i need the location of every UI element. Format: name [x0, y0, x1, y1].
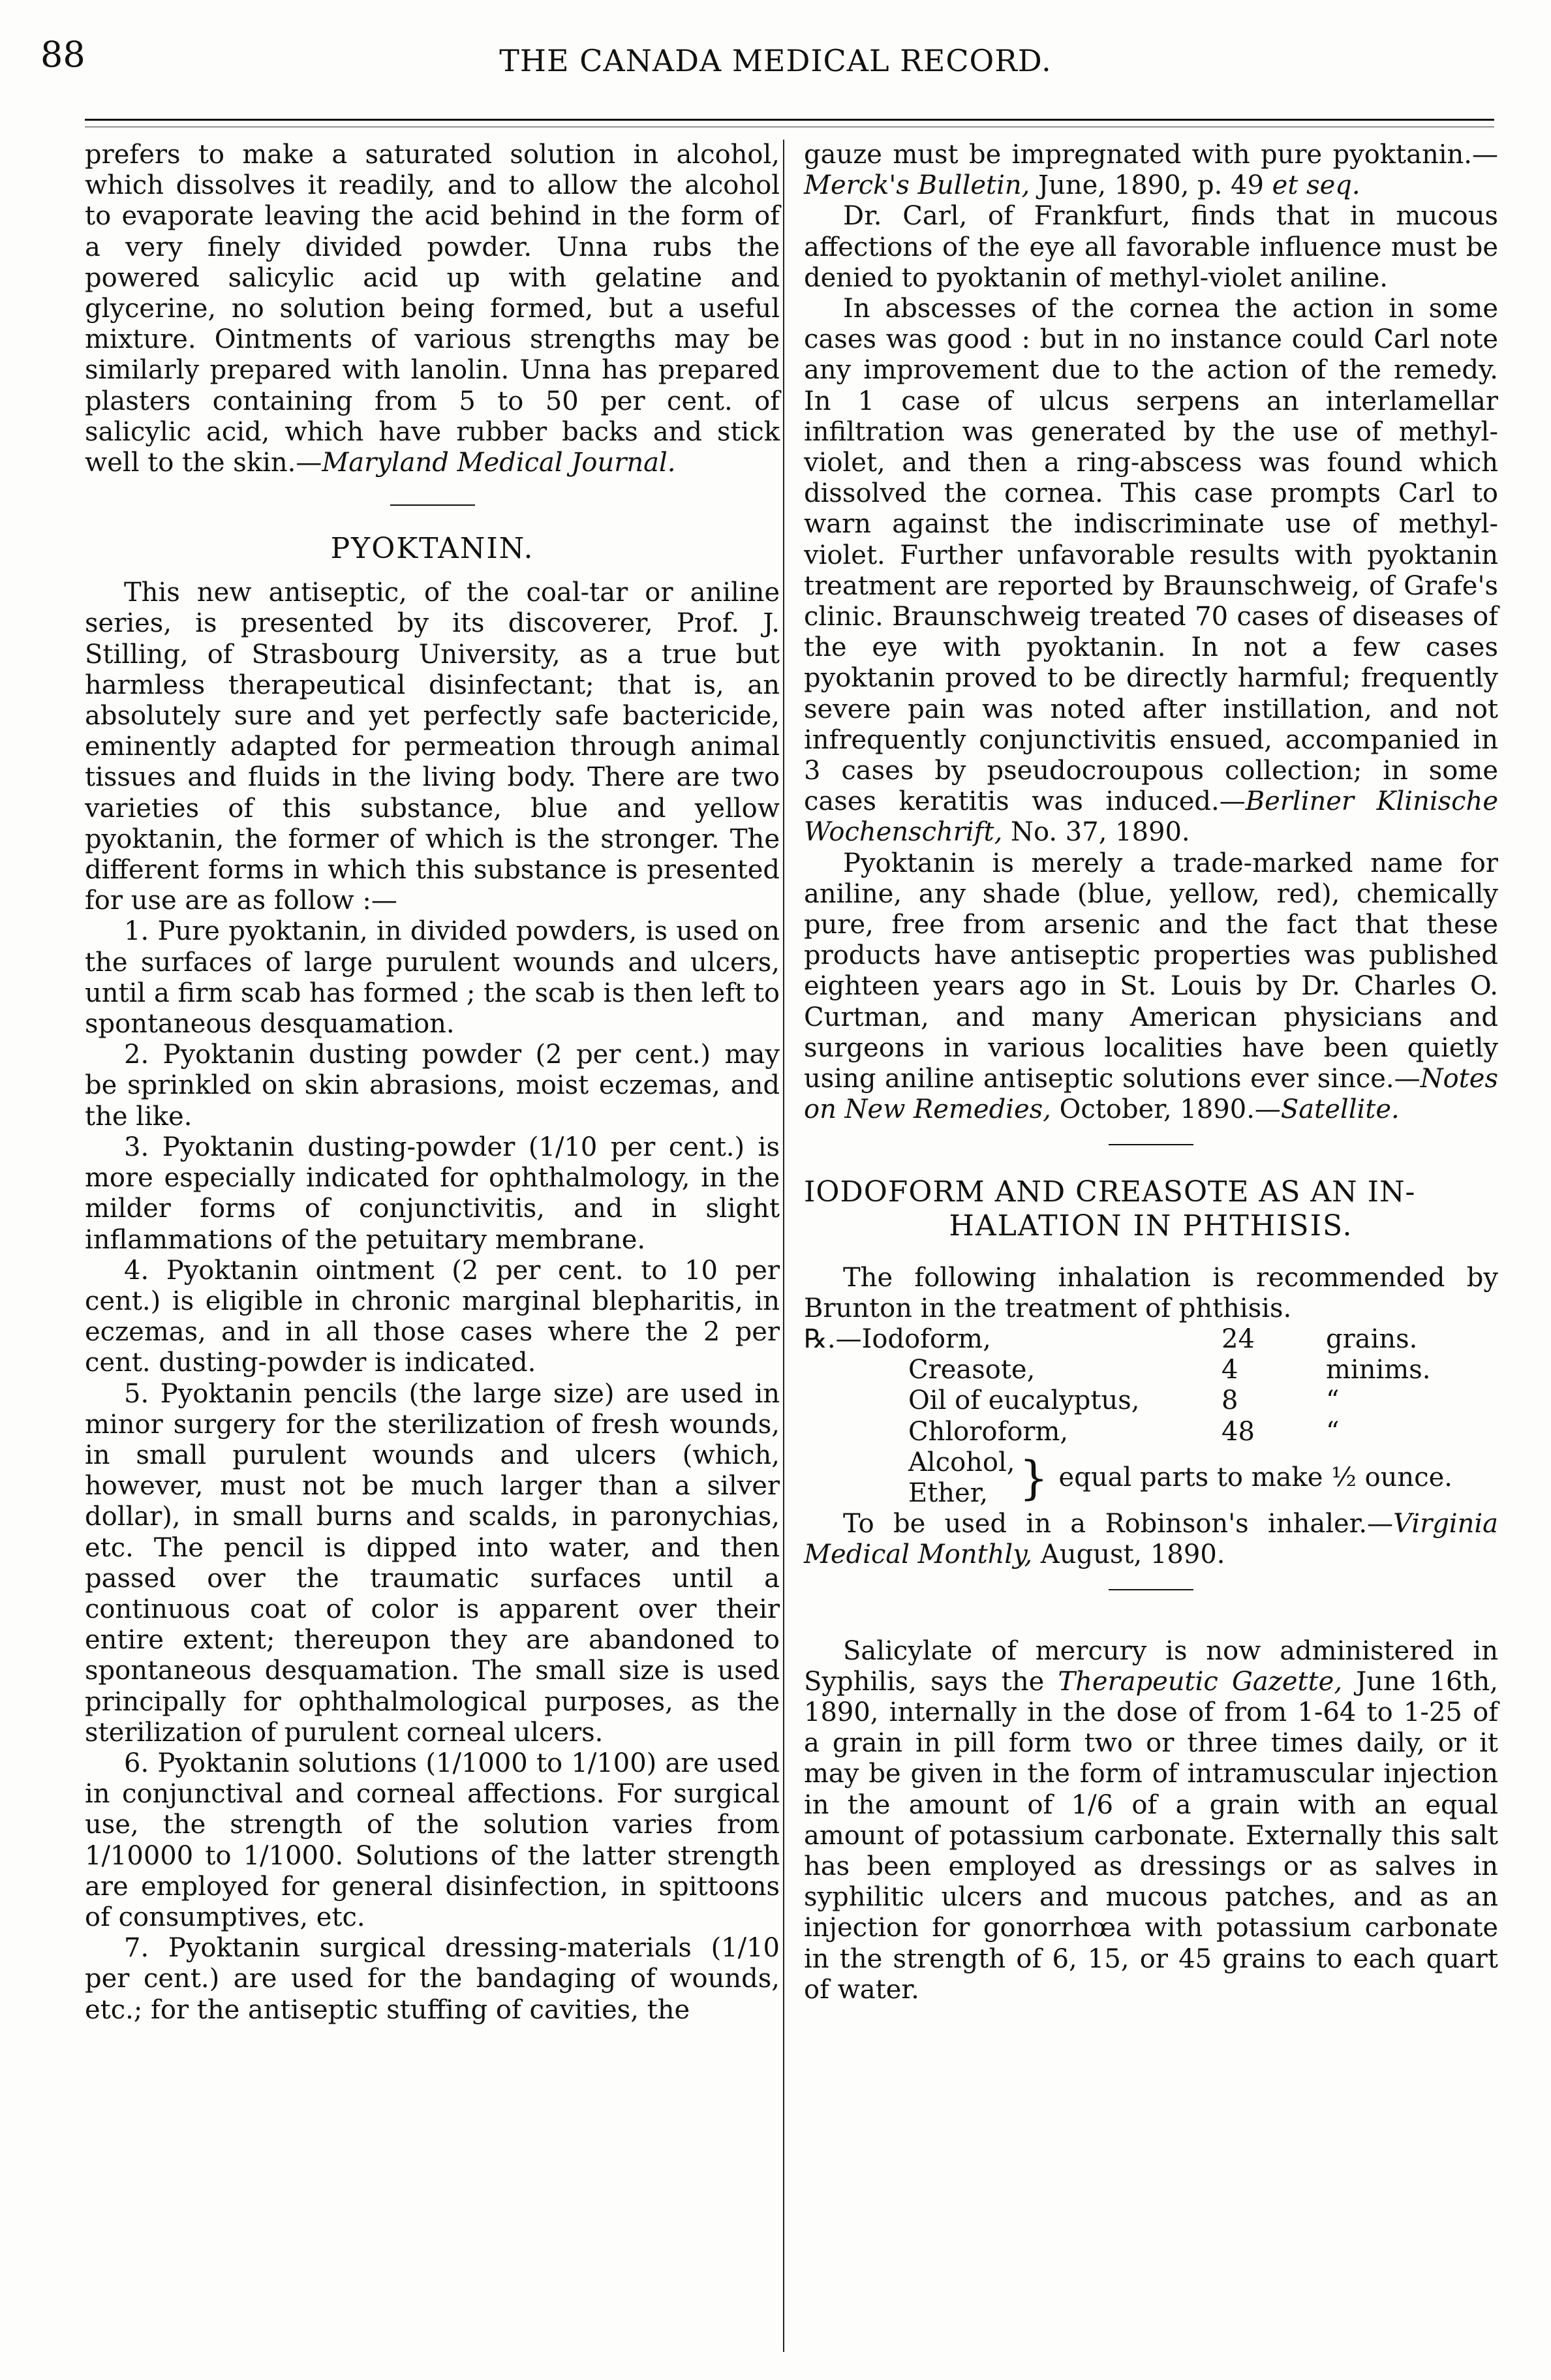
citation: Maryland Medical Journal. — [322, 448, 676, 478]
citation: Merck's Bulletin, — [804, 170, 1030, 201]
prescription-row: Chloroform, 48 “ — [908, 1416, 1340, 1447]
list-item: 3. Pyoktanin dusting-powder (1/10 per cent.) is more especially indicated for ophthalmology, in the milder forms of conjunctivitis, and in slight inflammations of the petuitary membrane. — [85, 1132, 780, 1255]
paragraph-usage: To be used in a Robinson's inhaler.—Virginia Medical Monthly, August, 1890. — [804, 1509, 1498, 1570]
citation: Satellite. — [1280, 1094, 1400, 1125]
paragraph-continued: gauze must be impregnated with pure pyoktanin.—Merck's Bulletin, June, 1890, p. 49 et seq. — [804, 140, 1498, 201]
list-item: 7. Pyoktanin surgical dressing-materials (1/10 per cent.) are used for the bandaging of wounds, etc.; for the antiseptic stuffing of cavities, the — [85, 1933, 780, 2025]
citation: Therapeutic Gazette, — [1058, 1666, 1343, 1697]
column-divider — [783, 140, 784, 2352]
page-number: 88 — [40, 34, 85, 75]
section-heading-iodoform: IODOFORM AND CREASOTE AS AN IN- — [804, 1175, 1416, 1209]
prescription-row: Creasote, 4 minims. — [908, 1355, 1431, 1385]
paragraph-pyoktanin: This new antiseptic, of the coal-tar or aniline series, is presented by its discoverer, Prof. J. Stilling, of Strasbourg University, as a true but harmless therapeutical disinfectant; that is, an absolutely sure and yet perfectly safe bactericide, eminently adapted for permeation through animal tissues and fluids in the living body. There are two varieties of this substance, blue and yellow pyoktanin, the former of which is the stronger. The different forms in which this substance is presented for use are as follow :— — [85, 578, 780, 916]
paragraph-trade-name: Pyoktanin is merely a trade-marked name for aniline, any shade (blue, yellow, red), chemically pure, free from arsenic and the fact that these products have antiseptic properties was published eighteen years ago in St. Louis by Dr. Charles O. Curtman, and many American physicians and surgeons in various localities have been quietly using aniline antiseptic solutions ever since.—Notes on New Remedies, October, 1890.—Satellite. — [804, 848, 1498, 1125]
section-heading-pyoktanin: PYOKTANIN. — [330, 532, 534, 566]
list-item: 5. Pyoktanin pencils (the large size) are used in minor surgery for the sterilization of fresh wounds, in small purulent wounds and ulcers (which, however, must not be much larger than a silver dollar), in small burns and scalds, in paronychias, etc. The pencil is dipped into water, and then passed over the traumatic surfaces until a continuous coat of color is apparent over their entire extent; thereupon they are abandoned to spontaneous desquamation. The small size is used principally for ophthalmological purposes, as the sterilization of purulent corneal ulcers. — [85, 1378, 780, 1748]
paragraph-intro: prefers to make a saturated solution in alcohol, which dissolves it readily, and to allow the alcohol to evaporate leaving the acid behind in the form of a very finely divided powder. Unna rubs the powered salicylic acid up with gelatine and glycerine, no solution being formed, but a useful mixture. Ointments of various strengths may be similarly prepared with lanolin. Unna has prepared plasters containing from 5 to 50 per cent. of salicylic acid, which have rubber backs and stick well to the skin.—Maryland Medical Journal. — [85, 140, 780, 478]
section-heading-iodoform-2: HALATION IN PHTHISIS. — [949, 1209, 1353, 1243]
citation: Berliner Klinische Wochenschrift, — [804, 786, 1498, 848]
paragraph-salicylate: Salicylate of mercury is now administered in Syphilis, says the Therapeutic Gazette, June 16th, 1890, internally in the dose of from 1-64 to 1-25 of a grain in pill form two or three times daily, or it may be given in the form of intramuscular injection in the amount of 1/6 of a grain with an equal amount of potassium carbonate. Externally this salt has been employed as dressings or as salves in syphilitic ulcers and mucous patches, and as an injection for gonorrhœa with potassium carbonate in the strength of 6, 15, or 45 grains to each quart of water. — [804, 1635, 1499, 2005]
prescription-row: Oil of eucalyptus, 8 “ — [908, 1385, 1340, 1416]
running-head: THE CANADA MEDICAL RECORD. — [499, 43, 1052, 78]
citation: Virginia Medical Monthly, — [804, 1509, 1498, 1570]
prescription-table — [804, 1324, 1498, 1509]
right-column — [804, 140, 1498, 2005]
list-item: 6. Pyoktanin solutions (1/1000 to 1/100) are used in conjunctival and corneal affections. For surgical use, the strength of the solution varies from 1/10000 to 1/1000. Solutions of the latter strength are employed for general disinfection, in spittoons of consumptives, etc. — [85, 1748, 780, 1932]
paragraph-carl: Dr. Carl, of Frankfurt, finds that in mucous affections of the eye all favorable influence must be denied to pyoktanin of methyl-violet aniline. — [804, 201, 1498, 293]
prescription-row: ℞.—Iodoform, 24 grains. — [804, 1323, 1418, 1354]
paragraph-abscess: In abscesses of the cornea the action in some cases was good : but in no instance could Carl note any improvement due to the action of the remedy. In 1 case of ulcus serpens an interlamellar infiltration was generated by the use of methyl-violet, and then a ring-abscess was found which dissolved the cornea. This case prompts Carl to warn against the indiscriminate use of methyl-violet. Further unfavorable results with pyoktanin treatment are reported by Braunschweig, of Grafe's clinic. Braunschweig treated 70 cases of diseases of the eye with pyoktanin. In not a few cases pyoktanin proved to be directly harmful; frequently severe pain was noted after instillation, and not infrequently conjunctivitis ensued, accompanied in 3 cases by pseudocroupous collection; in some cases keratitis was induced.—Berliner Klinische Wochenschrift, No. 37, 1890. — [804, 294, 1498, 848]
citation: Notes on New Remedies, — [804, 1064, 1498, 1125]
list-item: 4. Pyoktanin ointment (2 per cent. to 10 per cent.) is eligible in chronic marginal blepharitis, in eczemas, and in all those cases where the 2 per cent. dusting-powder is indicated. — [85, 1255, 780, 1378]
prescription-row: Alcohol, Ether, } equal parts to make ½ ounce. — [908, 1447, 1452, 1508]
paragraph-inhalation: The following inhalation is recommended by Brunton in the treatment of phthisis. — [804, 1262, 1498, 1323]
header-rule — [85, 119, 1494, 121]
list-item: 1. Pure pyoktanin, in divided powders, is used on the surfaces of large purulent wounds and ulcers, until a firm scab has formed ; the scab is then left to spontaneous desquamation. — [85, 916, 780, 1040]
left-column — [85, 140, 780, 2026]
list-item: 2. Pyoktanin dusting powder (2 per cent.) may be sprinkled on skin abrasions, moist eczemas, and the like. — [85, 1040, 780, 1132]
